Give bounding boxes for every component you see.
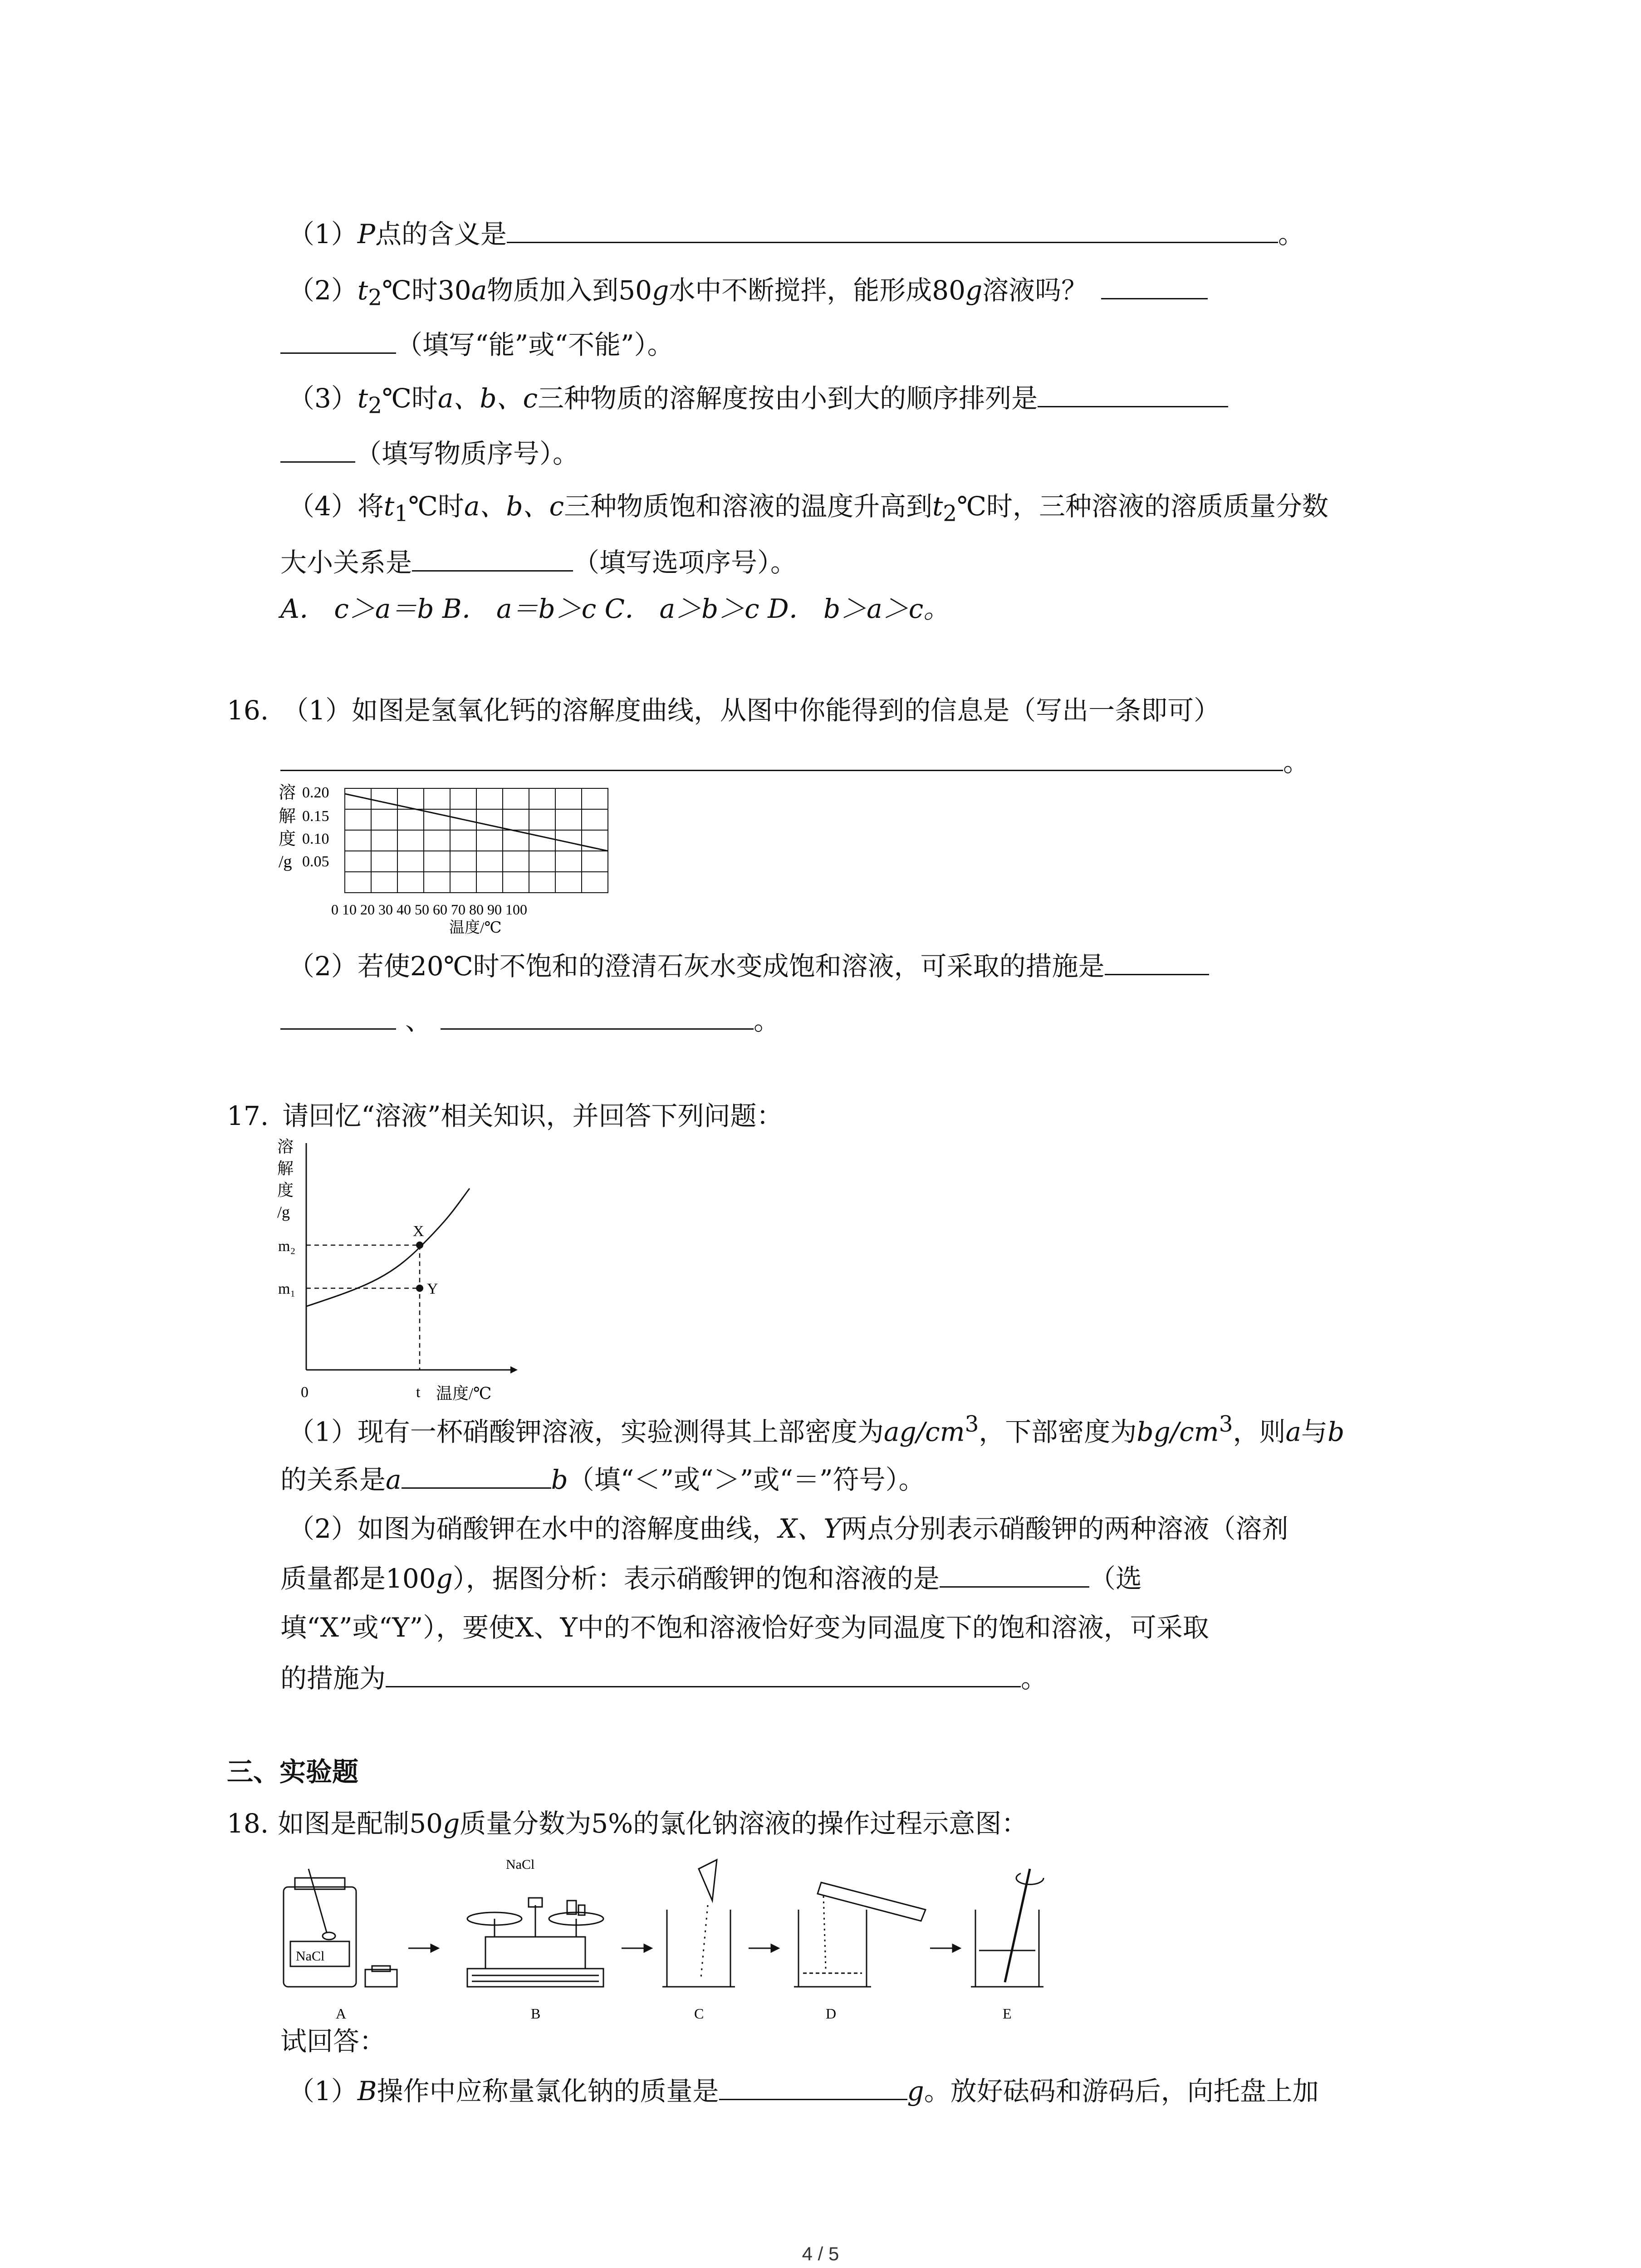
- step-b-balance: [467, 1898, 603, 1987]
- q16-solubility-chart: [277, 780, 631, 936]
- q17-part2-cont: 质量都是100g），据图分析：表示硝酸钾的饱和溶液的是 （选: [280, 1560, 1142, 1597]
- step-label: D: [826, 2005, 837, 2022]
- arrow-icon: [749, 1945, 779, 1952]
- answer-blank[interactable]: [280, 436, 355, 463]
- q18-part1: （1）B操作中应称量氯化钠的质量是 g。放好砝码和游码后，向托盘上加: [288, 2073, 1319, 2109]
- q17-solubility-chart: [274, 1134, 529, 1408]
- q15-part3-cont: （填写物质序号）。: [280, 435, 579, 472]
- t-label: t: [416, 1384, 421, 1401]
- x-axis-label: 温度/℃: [449, 919, 502, 934]
- answer-blank[interactable]: [280, 1003, 396, 1030]
- q15-part4-cont: 大小关系是 （填写选项序号）。: [280, 544, 797, 581]
- ylabel-char: 溶: [279, 783, 296, 802]
- q15-part2: $(2)t_2℃$时30a物质加入到50g水中不断搅拌，能形成80g溶液吗？: [288, 272, 1208, 316]
- x-arrow: [510, 1366, 518, 1374]
- q18-procedure-figure: [277, 1851, 1057, 2034]
- answer-blank[interactable]: [280, 327, 396, 354]
- x-ticks: 0 10 20 30 40 50 60 70 80 90 100: [331, 901, 527, 918]
- answer-blank[interactable]: [441, 1003, 754, 1030]
- q16-part2: （2）若使20℃时不饱和的澄清石灰水变成饱和溶液，可采取的措施是: [288, 948, 1209, 984]
- q17-part1: （1）现有一杯硝酸钾溶液，实验测得其上部密度为$ag/cm^3$，下部密度为$bg/cm^3$，则a与b: [288, 1412, 1345, 1447]
- ylabel-char: 溶: [277, 1138, 294, 1156]
- ylabel-char: /g: [279, 852, 292, 871]
- x-axis-label: 温度/℃: [436, 1384, 492, 1403]
- q17-part2-cont3: 的措施为 。: [280, 1660, 1047, 1696]
- nacl-label: NaCl: [296, 1949, 325, 1964]
- answer-blank[interactable]: [1105, 948, 1209, 975]
- arrow-icon: [622, 1945, 652, 1952]
- arrow-icon: [408, 1945, 438, 1952]
- guide-lines: [306, 1245, 420, 1370]
- ylabel-char: 解: [279, 807, 296, 826]
- y-tick: 0.05: [302, 853, 329, 870]
- q15-options: A． c＞a＝b B． a＝b＞c C． a＞b＞c D． b＞a＞c。: [280, 593, 950, 624]
- step-d-pour: [794, 1882, 926, 1987]
- step-label: B: [531, 2005, 541, 2022]
- answer-blank[interactable]: [940, 1561, 1089, 1588]
- m1-label: m₁: [278, 1281, 296, 1297]
- step-label: A: [336, 2005, 347, 2022]
- answer-blank[interactable]: [402, 1462, 551, 1489]
- q15-part1: （1）P点的含义是 。: [288, 216, 1304, 252]
- page-number: 4 / 5: [802, 2243, 839, 2264]
- arrow-icon: [930, 1945, 960, 1952]
- q17-title: 17. 请回忆“溶液”相关知识，并回答下列问题：: [227, 1100, 783, 1131]
- step-c-beaker: [662, 1860, 735, 1987]
- q18-ask: 试回答：: [280, 2026, 386, 2057]
- m2-label: m₂: [278, 1238, 296, 1255]
- answer-blank[interactable]: [507, 216, 1278, 243]
- q17-part2-cont2: 填“X”或“Y”），要使X、Y中的不饱和溶液恰好变为同温度下的饱和溶液，可采取: [280, 1612, 1209, 1643]
- q15-part2-cont: （填写“能”或“不能”）。: [280, 327, 674, 363]
- answer-blank[interactable]: [280, 744, 1283, 771]
- y-tick: 0.15: [302, 808, 329, 825]
- q15-part3: $(3)t_2℃$时a、b、c三种物质的溶解度按由小到大的顺序排列是: [288, 380, 1228, 424]
- y-tick: 0.20: [302, 784, 329, 801]
- q17-part2: （2）如图为硝酸钾在水中的溶解度曲线，X、Y两点分别表示硝酸钾的两种溶液（溶剂: [288, 1513, 1288, 1544]
- q17-part1-cont: 的关系是a b（填“＜”或“＞”或“＝”符号）。: [280, 1461, 925, 1498]
- answer-blank[interactable]: [1038, 381, 1228, 407]
- step-e-stir: [971, 1869, 1043, 1987]
- q18-title: 18. 如图是配制50g质量分数为5%的氯化钠溶液的操作过程示意图：: [227, 1808, 1028, 1839]
- q16-part1: 16. （1）如图是氢氧化钙的溶解度曲线，从图中你能得到的信息是（写出一条即可）: [227, 695, 1220, 726]
- answer-blank[interactable]: [412, 545, 573, 572]
- answer-blank[interactable]: [386, 1661, 1021, 1687]
- section-title: 三、实验题: [227, 1756, 359, 1787]
- chart-grid: [345, 788, 608, 893]
- step-a-bottle: [284, 1869, 397, 1987]
- point-x: [416, 1242, 423, 1249]
- ylabel-char: 度: [279, 830, 296, 849]
- step-label: C: [694, 2005, 704, 2022]
- x-point-label: X: [413, 1223, 424, 1240]
- point-y: [416, 1285, 423, 1292]
- nacl-label: NaCl: [506, 1857, 535, 1872]
- answer-blank[interactable]: [1101, 273, 1208, 299]
- y-tick: 0.10: [302, 831, 329, 847]
- q16-answer-line: 。: [280, 744, 1309, 780]
- step-label: E: [1003, 2005, 1012, 2022]
- ylabel-char: /g: [277, 1203, 290, 1221]
- q15-part4: （4）将$t_1℃$时a、b、c三种物质饱和溶液的温度升高到$t_2℃$时，三种溶液的溶质质量分数: [288, 491, 1329, 527]
- answer-blank[interactable]: [719, 2073, 907, 2100]
- q16-part2-cont: 、 。: [280, 1002, 780, 1039]
- origin-label: 0: [301, 1384, 309, 1401]
- y-point-label: Y: [427, 1281, 438, 1297]
- ylabel-char: 解: [277, 1159, 294, 1178]
- ylabel-char: 度: [277, 1181, 294, 1199]
